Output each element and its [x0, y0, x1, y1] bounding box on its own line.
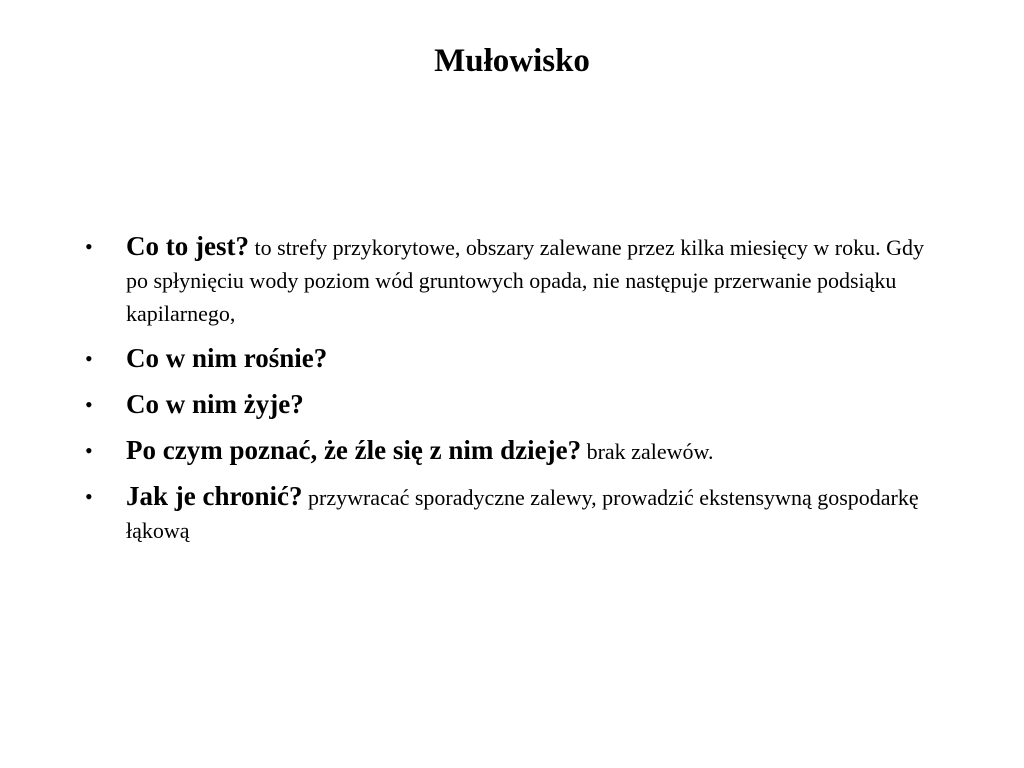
- bullet-list: [85, 230, 945, 559]
- bullet-question: Co w nim rośnie?: [126, 343, 328, 373]
- bullet-icon: •: [85, 392, 93, 417]
- bullet-icon: •: [85, 484, 93, 509]
- bullet-item-what-grows: [85, 342, 945, 376]
- bullet-item-how-to-protect: [85, 480, 945, 547]
- bullet-item-what-is-it: [85, 230, 945, 330]
- bullet-question: Jak je chronić?: [126, 481, 303, 511]
- bullet-answer: przywracać sporadyczne zalewy, prowadzić ekstensywną gospodarkę łąkową: [126, 485, 919, 543]
- slide-title: Mułowisko: [434, 43, 590, 79]
- bullet-icon: •: [85, 346, 93, 371]
- bullet-question: Co w nim żyje?: [126, 389, 304, 419]
- bullet-icon: •: [85, 234, 93, 259]
- bullet-icon: •: [85, 438, 93, 463]
- bullet-answer: brak zalewów.: [586, 439, 714, 464]
- bullet-item-what-lives: [85, 388, 945, 422]
- bullet-question: Co to jest?: [126, 231, 249, 261]
- bullet-item-warning-signs: [85, 434, 945, 468]
- bullet-answer: to strefy przykorytowe, obszary zalewane przez kilka miesięcy w roku. Gdy po spłynięciu wody poziom wód gruntowych opada, nie następuje przerwanie podsiąku kapilarnego,: [126, 235, 924, 326]
- bullet-question: Po czym poznać, że źle się z nim dzieje?: [126, 435, 582, 465]
